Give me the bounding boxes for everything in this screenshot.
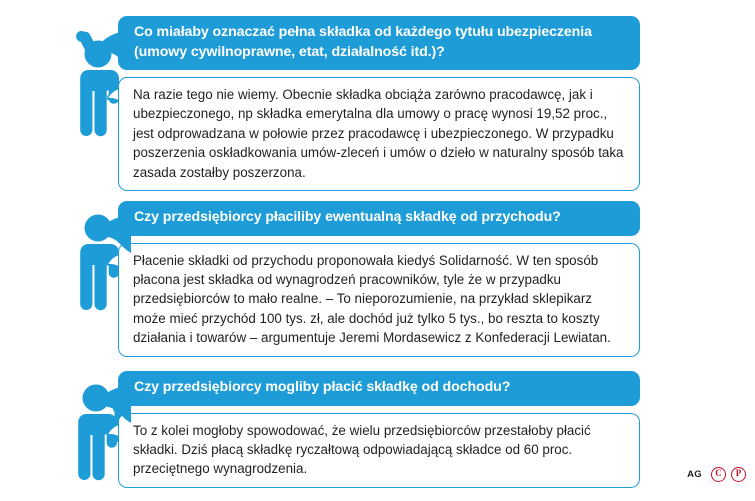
credit-marks	[711, 467, 746, 482]
phonogram-icon: P	[731, 467, 746, 482]
credits	[687, 467, 746, 482]
answer-text: Na razie tego nie wiemy. Obecnie składka obciąża zarówno pracodawcę, jak i ubezpieczonego, np składka emerytalna dla umowy o pracę wynosi 19,52 proc., jest odprowadzana w połowie przez pracodawcę i ubezpieczonego. W przypadku poszerzenia oskładkowania umów-zleceń i umów o dzieło w naturalny sposób taka zasada zostałby poszerzona.	[133, 87, 624, 180]
answer-wrapper	[118, 413, 640, 488]
answer-box	[118, 243, 640, 357]
question-bubble	[118, 201, 640, 236]
qa-content	[118, 201, 640, 357]
question-text: Co miałaby oznaczać pełna składka od każdego tytułu ubezpieczenia (umowy cywilnoprawne, etat, działalność itd.)?	[134, 24, 592, 60]
question-text: Czy przedsiębiorcy mogliby płacić składkę od dochodu?	[134, 379, 511, 395]
question-bubble	[118, 16, 640, 70]
answer-wrapper	[118, 77, 640, 191]
question-text: Czy przedsiębiorcy płaciliby ewentualną składkę od przychodu?	[134, 209, 561, 225]
qa-content	[118, 16, 640, 191]
author-credit: AG	[687, 469, 702, 480]
answer-wrapper	[118, 243, 640, 357]
answer-box	[118, 413, 640, 488]
answer-text: Płacenie składki od przychodu proponowała kiedyś Solidarność. W ten sposób płacona jest składka od wynagrodzeń pracowników, tyle że w przypadku przedsiębiorców to mało realne. – To nieporozumienie, na przykład sklepikarz może mieć przychód 100 tys. zł, ale dochód już tylko 5 tys., bo reszta to koszty działania i towarów – argumentuje Jeremi Mordasewicz z Konfederacji Lewiatan.	[133, 252, 611, 346]
answer-text: To z kolei mogłoby spowodować, że wielu przedsiębiorców przestałoby płacić składki. Dziś płacą składkę ryczałtową odpowiadającą składce od 60 proc. przeciętnego wynagrodzenia.	[133, 422, 591, 477]
qa-content	[118, 371, 640, 488]
answer-box	[118, 77, 640, 191]
question-bubble	[118, 371, 640, 406]
copyright-icon: C	[711, 467, 726, 482]
